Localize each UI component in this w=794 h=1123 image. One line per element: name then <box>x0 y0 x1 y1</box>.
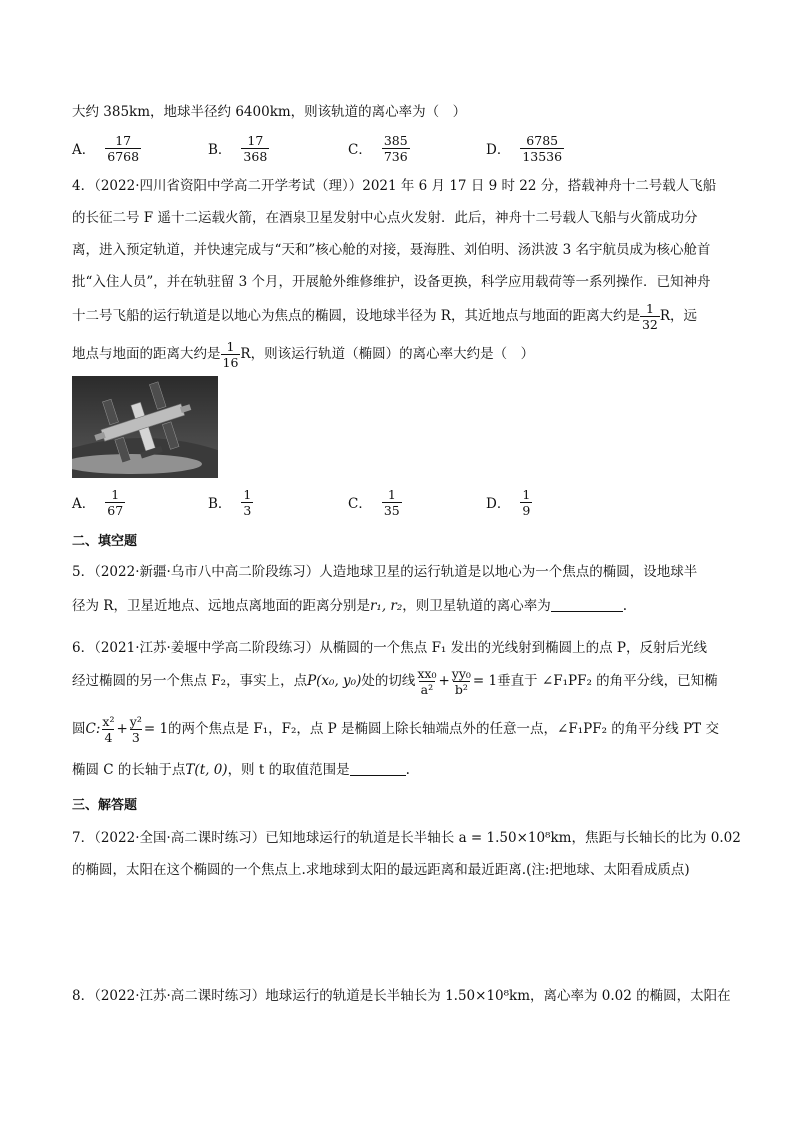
option-fraction <box>382 487 402 518</box>
q3-option-d <box>486 128 564 168</box>
text-span: 圆 <box>72 721 86 737</box>
text-span: ，则 t 的取值范围是 <box>227 762 350 778</box>
math-point: P(x₀, y₀) <box>307 673 362 689</box>
denominator: 16 <box>222 355 239 370</box>
math-vars: r₁, r₂ <box>369 598 403 614</box>
denominator: 32 <box>641 317 658 332</box>
q5-line-2 <box>72 596 627 616</box>
option-letter: A． <box>72 496 96 512</box>
option-letter: D． <box>486 496 511 512</box>
numerator: 1 <box>387 486 396 502</box>
math-point: T(t, 0) <box>185 762 228 778</box>
numerator: 1 <box>111 486 120 502</box>
q4-line-3: 离，进入预定轨道，并快速完成与“天和”核心舱的对接，聂海胜、刘伯明、汤洪波 3 名宇航员成为核心舱首 <box>72 242 711 258</box>
option-letter: D． <box>486 142 511 158</box>
q7-line-2: 的椭圆，太阳在这个椭圆的一个焦点上.求地球到太阳的最远距离和最近距离.(注:把地球、太阳看成质点) <box>72 862 690 878</box>
fraction <box>128 714 144 745</box>
q7-line-1: 7．（2022·全国·高二课时练习）已知地球运行的轨道是长半轴长 a = 1.50×10⁸km，焦距与长轴长的比为 0.02 <box>72 830 741 846</box>
option-letter: B． <box>208 142 232 158</box>
denominator: 736 <box>383 148 408 164</box>
text-span: 的两个焦点是 F₁，F₂，点 P 是椭圆上除长轴端点外的任意一点，∠F₁PF₂ 的角平分线 PT 交 <box>168 721 719 737</box>
text-span: 椭圆 C 的长轴于点 <box>72 762 186 778</box>
numerator: 1 <box>522 486 531 502</box>
numerator: 1 <box>645 301 654 316</box>
text-span: 处的切线 <box>361 673 416 689</box>
q6-line-3 <box>72 712 719 746</box>
option-fraction <box>382 133 410 164</box>
denominator: 4 <box>104 730 113 745</box>
option-fraction <box>241 133 269 164</box>
q4-line-5 <box>72 300 697 332</box>
denominator: 6768 <box>107 148 140 164</box>
q4-options <box>72 482 732 522</box>
option-letter: A． <box>72 142 96 158</box>
q4-option-a <box>72 482 125 522</box>
option-fraction <box>520 487 532 518</box>
numerator: 6785 <box>526 132 559 148</box>
option-fraction <box>241 487 253 518</box>
q6-line-4 <box>72 760 410 780</box>
numerator: x² <box>102 714 115 729</box>
text-span: R，则该运行轨道（椭圆）的离心率大约是（ ） <box>240 346 535 362</box>
q3-options <box>72 128 732 168</box>
q5-line-1: 5．（2022·新疆·乌市八中高二阶段练习）人造地球卫星的运行轨道是以地心为一个焦点的椭圆，设地球半 <box>72 564 698 580</box>
text-span: 垂直于 ∠F₁PF₂ 的角平分线，已知椭 <box>497 673 718 689</box>
fraction <box>100 714 116 745</box>
option-fraction <box>520 133 564 164</box>
numerator: 17 <box>115 132 132 148</box>
section-heading-answer: 三、解答题 <box>72 798 138 813</box>
denominator: 13536 <box>522 148 563 164</box>
equals-one: = 1 <box>143 721 169 737</box>
text-span: 径为 R，卫星近地点、远地点离地面的距离分别是 <box>72 598 370 614</box>
text-span: R，远 <box>659 308 698 324</box>
fraction <box>221 339 241 370</box>
denominator: 9 <box>522 502 531 518</box>
fraction <box>450 666 473 697</box>
denominator: 368 <box>243 148 268 164</box>
q3-option-c <box>348 128 410 168</box>
denominator: 35 <box>383 502 400 518</box>
option-letter: B． <box>208 496 232 512</box>
numerator: y² <box>129 714 142 729</box>
math-var: C: <box>85 721 101 737</box>
denominator: a² <box>420 682 434 697</box>
space-station-photo <box>72 376 218 478</box>
option-fraction <box>105 487 125 518</box>
q4-option-c <box>348 482 402 522</box>
answer-blank[interactable] <box>551 597 623 612</box>
text-span: ，则卫星轨道的离心率为 <box>402 598 551 614</box>
numerator: xx₀ <box>417 666 437 681</box>
option-letter: C． <box>348 142 372 158</box>
q3-option-b <box>208 128 269 168</box>
equals-one: = 1 <box>472 673 498 689</box>
text-span: . <box>405 762 410 778</box>
option-fraction <box>105 133 141 164</box>
plus-sign: + <box>116 721 128 737</box>
text-span: 经过椭圆的另一个焦点 F₂，事实上，点 <box>72 673 308 689</box>
text-span: 十二号飞船的运行轨道是以地心为焦点的椭圆，设地球半径为 R，其近地点与地面的距离大约是 <box>72 308 640 324</box>
denominator: 67 <box>107 502 124 518</box>
numerator: 17 <box>247 132 264 148</box>
text-span: 地点与地面的距离大约是 <box>72 346 221 362</box>
answer-blank[interactable] <box>350 761 406 776</box>
denominator: b² <box>454 682 468 697</box>
space-station-illustration <box>72 376 218 478</box>
q8-line-1: 8．（2022·江苏·高二课时练习）地球运行的轨道是长半轴长为 1.50×10⁸km，离心率为 0.02 的椭圆，太阳在 <box>72 988 731 1004</box>
fraction <box>415 666 438 697</box>
q4-option-b <box>208 482 253 522</box>
denominator: 3 <box>243 502 252 518</box>
q4-line-1: 4．（2022·四川省资阳中学高二开学考试（理））2021 年 6 月 17 日 9 时 22 分，搭载神舟十二号载人飞船 <box>72 178 717 194</box>
fraction <box>640 301 660 332</box>
numerator: 1 <box>226 339 235 354</box>
q3-text: 大约 385km，地球半径约 6400km，则该轨道的离心率为（ ） <box>72 104 467 120</box>
numerator: yy₀ <box>451 666 471 681</box>
q4-option-d <box>486 482 532 522</box>
section-heading-fill-in: 二、填空题 <box>72 534 138 549</box>
q4-line-4: 批“入住人员”，并在轨驻留 3 个月，开展舱外维修维护，设备更换，科学应用载荷等一系列操作．已知神舟 <box>72 274 711 290</box>
q6-line-2 <box>72 664 718 698</box>
denominator: 3 <box>131 730 140 745</box>
q3-option-a <box>72 128 141 168</box>
numerator: 385 <box>383 132 408 148</box>
text-span: . <box>622 598 628 614</box>
plus-sign: + <box>438 673 450 689</box>
option-letter: C． <box>348 496 372 512</box>
q4-line-6 <box>72 338 534 370</box>
q4-line-2: 的长征二号 F 遥十二运载火箭，在酒泉卫星发射中心点火发射．此后，神舟十二号载人飞船与火箭成功分 <box>72 210 698 226</box>
numerator: 1 <box>243 486 252 502</box>
q6-line-1: 6．（2021·江苏·姜堰中学高二阶段练习）从椭圆的一个焦点 F₁ 发出的光线射到椭圆上的点 P，反射后光线 <box>72 640 708 656</box>
